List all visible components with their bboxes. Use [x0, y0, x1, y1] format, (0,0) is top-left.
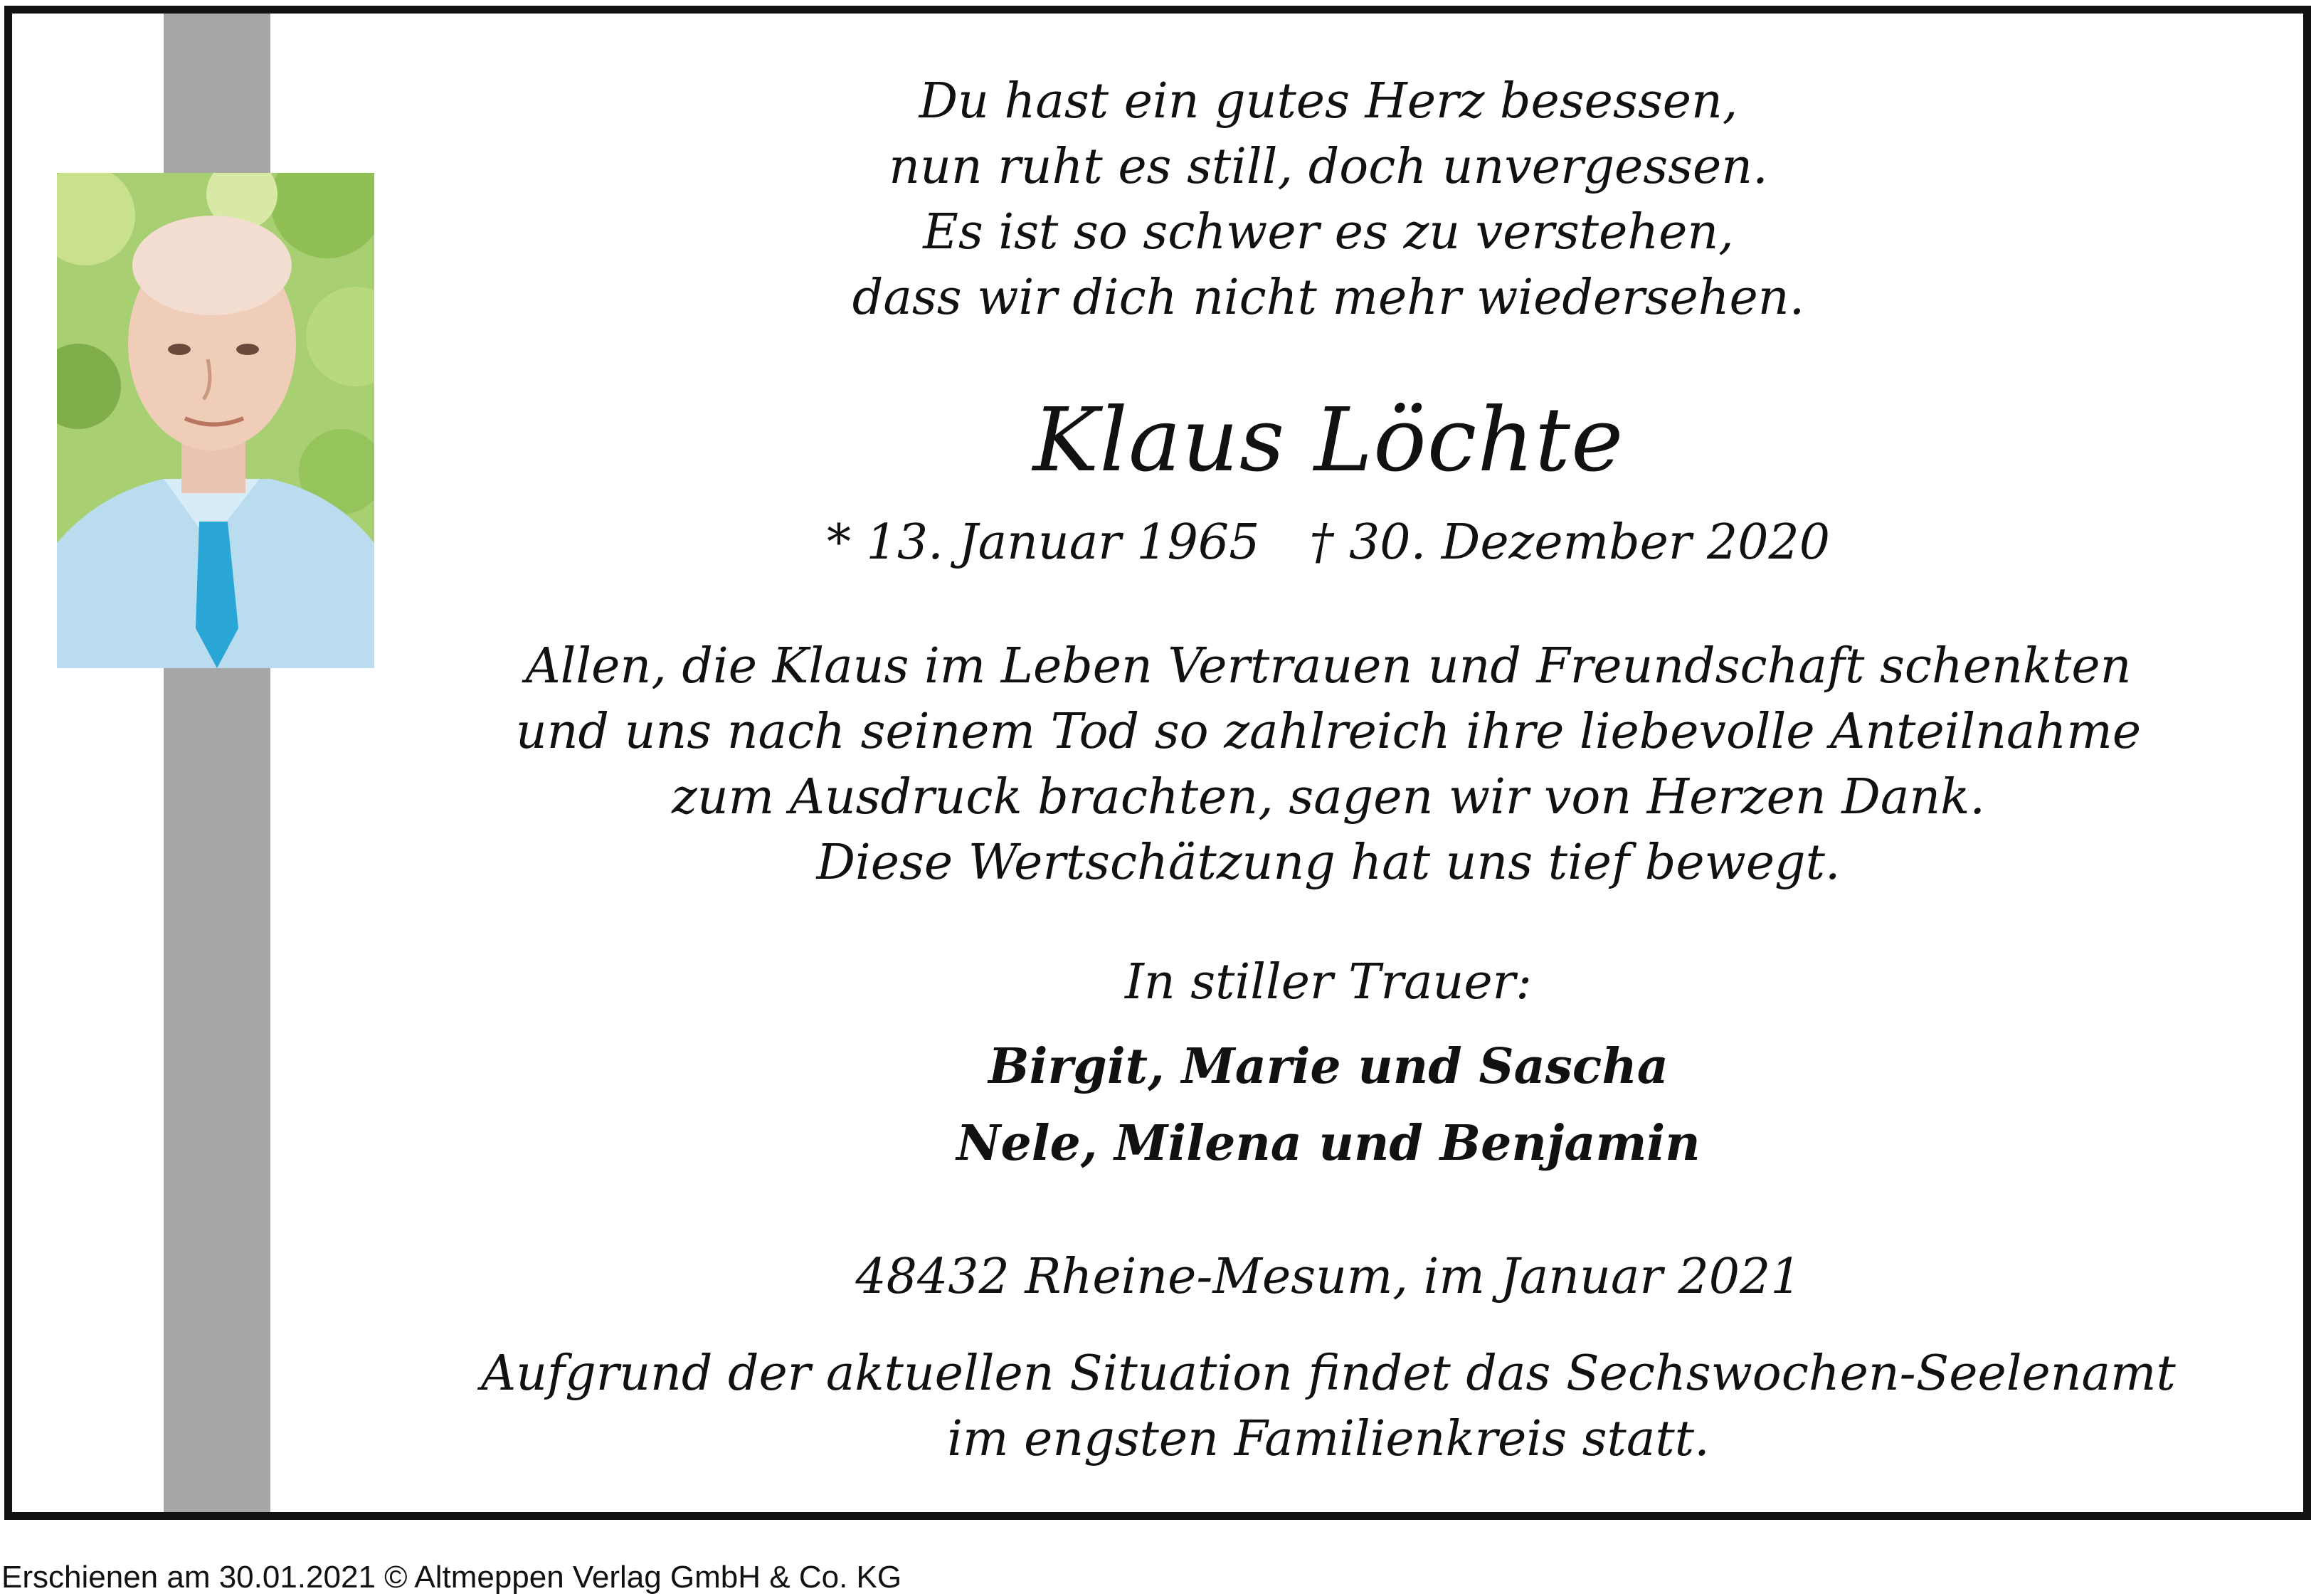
deceased-name: Klaus Löchte [1032, 389, 1624, 492]
notice-line: im engsten Familienkreis statt. [947, 1411, 1710, 1467]
family-line: Nele, Milena und Benjamin [956, 1115, 1701, 1172]
thanks-line: zum Ausdruck brachten, sagen wir von Herzen Dank. [672, 769, 1985, 825]
portrait-photo [57, 173, 374, 668]
thanks-line: und uns nach seinem Tod so zahlreich ihre liebevolle Anteilnahme [515, 704, 2142, 760]
obituary-text [411, 14, 2246, 1512]
thanks-line: Diese Wertschätzung hat uns tief bewegt. [816, 835, 1841, 891]
notice-line: Aufgrund der aktuellen Situation findet das Sechswochen-Seelenamt [481, 1346, 2176, 1402]
poem-line: Du hast ein gutes Herz besessen, [919, 73, 1738, 130]
thanks-line: Allen, die Klaus im Leben Vertrauen und Freundschaft schenkten [525, 638, 2132, 694]
poem-line: nun ruht es still, doch unvergessen. [889, 139, 1768, 195]
family-line: Birgit, Marie und Sascha [988, 1038, 1669, 1095]
life-dates [411, 514, 2246, 571]
obituary-frame [4, 6, 2311, 1520]
poem-line: dass wir dich nicht mehr wiedersehen. [852, 270, 1805, 326]
portrait-illustration [57, 173, 374, 668]
publication-footer: Erschienen am 30.01.2021 © Altmeppen Verlag GmbH & Co. KG [1, 1560, 902, 1595]
mourning-intro: In stiller Trauer: [1125, 954, 1532, 1010]
death-date: † 30. Dezember 2020 [1309, 514, 1831, 571]
birth-date: * 13. Januar 1965 [826, 514, 1260, 571]
poem-line: Es ist so schwer es zu verstehen, [923, 204, 1734, 260]
place-date: 48432 Rheine-Mesum, im Januar 2021 [855, 1249, 1802, 1305]
